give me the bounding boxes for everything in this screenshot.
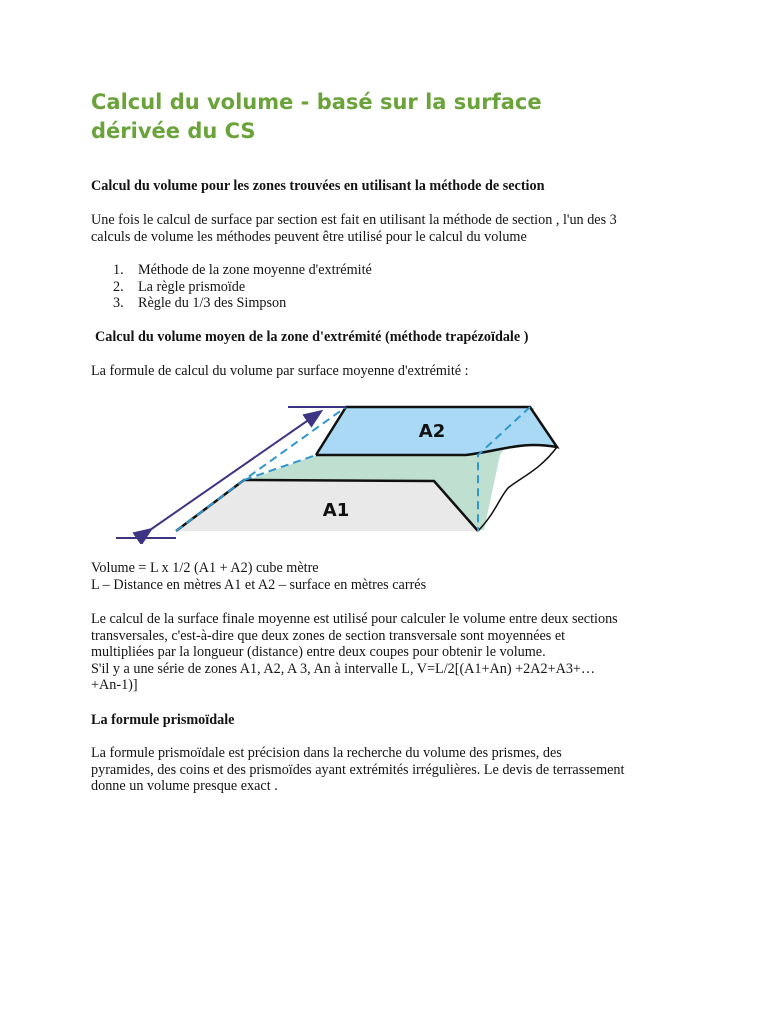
- prismoidal-line: pyramides, des coins et des prismoïdes ayant extrémités irrégulières. Le devis de terrassement: [91, 761, 625, 778]
- volume-formula-line-2: L – Distance en mètres A1 et A2 – surface en mètres carrés: [91, 576, 427, 593]
- volume-formula: [91, 560, 691, 593]
- list-item-label: Méthode de la zone moyenne d'extrémité: [138, 262, 372, 278]
- prismoidal-line: donne un volume presque exact .: [91, 778, 278, 794]
- label-a2: A2: [418, 421, 446, 442]
- explanation-line: transversales, c'est-à-dire que deux zones de section transversale sont moyennées et: [91, 627, 566, 644]
- intro-line-1: Une fois le calcul de surface par section est fait en utilisant la méthode de section , l'un des 3: [91, 212, 617, 228]
- explanation-line: Le calcul de la surface finale moyenne est utilisé pour calculer le volume entre deux sections: [91, 611, 618, 627]
- section-heading-prismoidal: La formule prismoïdale: [91, 712, 235, 728]
- label-a1: A1: [322, 500, 350, 521]
- list-item-number: 1.: [113, 262, 124, 278]
- list-item: [113, 295, 372, 312]
- methods-list: [113, 262, 372, 312]
- page-title: [91, 88, 651, 146]
- list-item-number: 3.: [113, 295, 124, 311]
- section-heading-volume-zones: Calcul du volume pour les zones trouvées en utilisant la méthode de section: [91, 178, 545, 194]
- list-item: [113, 279, 372, 296]
- list-item-label: Règle du 1/3 des Simpson: [138, 295, 287, 311]
- explanation-line: multipliées par la longueur (distance) entre deux coupes pour obtenir le volume.: [91, 644, 546, 660]
- title-line-2: dérivée du CS: [91, 119, 256, 143]
- explanation-line: +An-1)]: [91, 677, 138, 693]
- intro-line-2: calculs de volume les méthodes peuvent être utilisé pour le calcul du volume: [91, 228, 527, 245]
- prismoidal-line: La formule prismoïdale est précision dans la recherche du volume des prismes, des: [91, 745, 562, 761]
- section-heading-end-area: Calcul du volume moyen de la zone d'extrémité (méthode trapézoïdale ): [95, 329, 529, 345]
- explanation-line: S'il y a une série de zones A1, A2, A 3, An à intervalle L, V=L/2[(A1+An) +2A2+A3+…: [91, 660, 596, 677]
- prismoidal-paragraph: [91, 745, 691, 795]
- title-line-1: Calcul du volume - basé sur la surface: [91, 90, 542, 114]
- list-item-label: La règle prismoïde: [138, 278, 246, 295]
- list-item: [113, 262, 372, 279]
- intro-paragraph: [91, 212, 691, 245]
- volume-formula-line-1: Volume = L x 1/2 (A1 + A2) cube mètre: [91, 560, 319, 576]
- formula-intro: La formule de calcul du volume par surface moyenne d'extrémité :: [91, 363, 469, 379]
- explanation-paragraph: [91, 611, 691, 694]
- list-item-number: 2.: [113, 278, 124, 295]
- end-area-diagram: [110, 398, 570, 544]
